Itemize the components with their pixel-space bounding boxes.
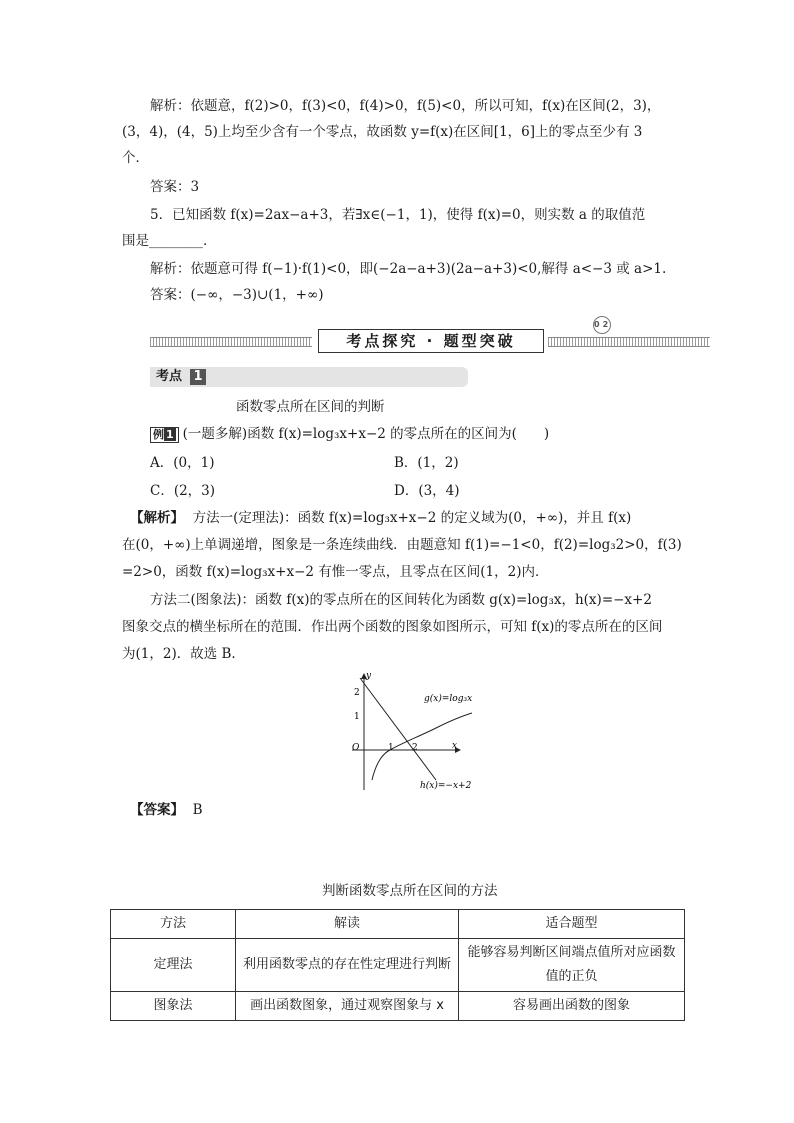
problem5-line2: 围是________． xyxy=(122,233,217,249)
section-title: 考点探究 · 题型突破 xyxy=(346,332,516,350)
answer-tag: 【答案】 xyxy=(130,802,184,818)
solution4-line3: 个． xyxy=(122,150,149,166)
tick-x2: 2 xyxy=(412,743,418,753)
analysis-m1-text1: 方法一(定理法)：函数 f(x)=log₃x+x−2 的定义域为(0，+∞)，并且 f(x) xyxy=(192,510,632,526)
h-label: h(x)=−x+2 xyxy=(420,781,472,791)
analysis-m2-line1: 方法二(图象法)：函数 f(x)的零点所在的区间转化为函数 g(x)=log₃x，h(x)=−x+2 xyxy=(150,592,652,608)
y-axis-label: y xyxy=(366,671,372,681)
methods-table xyxy=(110,909,685,1021)
section-badge: 02 xyxy=(593,316,611,334)
analysis-m2-line2: 图象交点的横坐标所在的范围．作出两个函数的图象如图所示，可知 f(x)的零点所在的区间 xyxy=(122,619,663,635)
example-badge-number: 1 xyxy=(166,428,174,441)
analysis-m1-line3: =2>0，函数 f(x)=log₃x+x−2 有惟一零点，且零点在区间(1，2)内． xyxy=(122,564,549,580)
section-header xyxy=(150,320,710,353)
problem5-line1: 5．已知函数 f(x)=2ax−a+3，若∃x∈(−1，1)，使得 f(x)=0，则实数 a 的取值范 xyxy=(150,207,646,223)
x-axis-label: x xyxy=(452,741,458,751)
problem5-answer: 答案：(−∞，−3)∪(1，+∞) xyxy=(150,287,324,303)
table-cell: 定理法 xyxy=(111,939,236,992)
table-cell: 能够容易判断区间端点值所对应函数值的正负 xyxy=(459,939,685,992)
tick-y2: 2 xyxy=(354,688,360,698)
table-cell: 图象法 xyxy=(111,992,236,1021)
analysis-tag: 【解析】 xyxy=(130,510,184,526)
analysis-m1-line1 xyxy=(130,508,631,528)
analysis-m1-line2: 在(0，+∞)上单调递增，图象是一条连续曲线．由题意知 f(1)=−1<0，f(2)=log₃2>0，f(3) xyxy=(122,537,682,553)
table-title: 判断函数零点所在区间的方法 xyxy=(322,883,498,899)
tick-x1: 1 xyxy=(388,743,394,753)
option-d: D．(3，4) xyxy=(394,483,460,499)
table-cell: 利用函数零点的存在性定理进行判断 xyxy=(236,939,459,992)
g-label: g(x)=log₃x xyxy=(424,694,473,704)
origin-label: O xyxy=(352,743,360,753)
table-row xyxy=(111,939,685,992)
option-a: A．(0，1) xyxy=(150,455,215,471)
kaodian-bar xyxy=(150,367,468,387)
header-band-right xyxy=(548,337,710,347)
table-cell: 容易画出函数的图象 xyxy=(459,992,685,1021)
option-b: B．(1，2) xyxy=(394,455,459,471)
analysis-m2-line3: 为(1，2)．故选 B. xyxy=(122,646,236,662)
header-band-left xyxy=(150,337,312,347)
function-graph xyxy=(340,668,485,793)
option-c: C．(2，3) xyxy=(150,483,216,499)
example-question: (一题多解)函数 f(x)=log₃x+x−2 的零点所在的区间为( ) xyxy=(182,426,550,442)
table-header-method: 方法 xyxy=(111,910,236,939)
problem5-solution: 解析：依题意可得 f(−1)·f(1)<0，即(−2a−a+3)(2a−a+3)<0,解得 a<−3 或 a>1. xyxy=(150,261,667,277)
answer-row xyxy=(130,800,203,820)
table-header-row xyxy=(111,910,685,939)
example-badge xyxy=(150,427,179,443)
table-row xyxy=(111,992,685,1021)
solution4-answer: 答案：3 xyxy=(150,179,200,195)
table-header-interpretation: 解读 xyxy=(236,910,459,939)
table-cell: 画出函数图象，通过观察图象与 x xyxy=(236,992,459,1021)
kaodian-label: 考点 xyxy=(156,369,183,384)
solution4-line1: 解析：依题意，f(2)>0，f(3)<0，f(4)>0，f(5)<0，所以可知，f(x)在区间(2，3)， xyxy=(150,98,661,114)
kaodian-number: 1 xyxy=(190,369,206,385)
table-header-suitable: 适合题型 xyxy=(459,910,685,939)
example-question-row xyxy=(150,424,549,444)
example-badge-label: 例 xyxy=(153,428,164,441)
kaodian-subtitle: 函数零点所在区间的判断 xyxy=(236,399,385,415)
solution4-line2: (3，4)，(4，5)上均至少含有一个零点，故函数 y=f(x)在区间[1，6]上的零点至少有 3 xyxy=(122,124,643,140)
tick-y1: 1 xyxy=(354,712,360,722)
answer-value: B xyxy=(192,802,203,818)
section-title-box xyxy=(318,320,612,353)
